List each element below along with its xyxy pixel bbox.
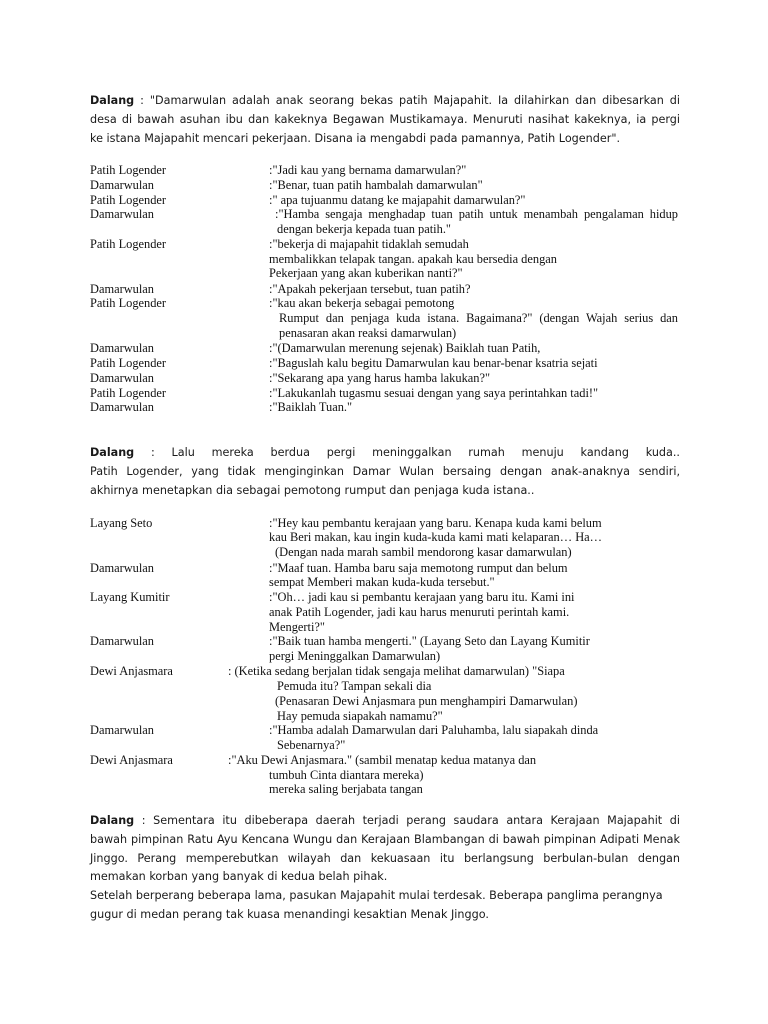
narration-speaker: Dalang: [90, 446, 135, 459]
narration-line: [90, 831, 680, 850]
dialogue-text: Rumput dan penjaga kuda istana. Bagaimana?" (dengan Wajah serius dan: [279, 311, 678, 325]
speaker-name: Patih Logender: [90, 163, 167, 177]
dialogue-line: [0, 575, 768, 590]
speaker-name: Layang Seto: [90, 516, 153, 530]
narration-line: [90, 92, 680, 111]
dialogue-line: [0, 620, 768, 635]
dialogue-line: [0, 590, 768, 605]
dialogue-line: [0, 664, 768, 679]
speaker-name: Patih Logender: [90, 237, 167, 251]
dialogue-text: :"Maaf tuan. Hamba baru saja memotong rumput dan belum: [269, 561, 568, 575]
narration-text: Setelah berperang beberapa lama, pasukan Majapahit mulai terdesak. Beberapa panglima perangnya: [90, 889, 663, 903]
dialogue-line: [0, 311, 768, 326]
dialogue-text: :"Sekarang apa yang harus hamba lakukan?": [269, 371, 491, 385]
narration-dalang-kandang-kuda: [90, 444, 680, 500]
narration-text: Sementara itu dibeberapa daerah terjadi perang saudara antara Kerajaan Majapahit di: [153, 814, 680, 827]
narration-separator: :: [134, 446, 172, 459]
narration-line: [90, 868, 680, 887]
dialogue-text: :"Hey kau pembantu kerajaan yang baru. Kenapa kuda kami belum: [269, 516, 602, 530]
dialogue-text: :"Aku Dewi Anjasmara." (sambil menatap kedua matanya dan: [228, 753, 537, 767]
dialogue-text: Hay pemuda siapakah namamu?": [277, 709, 443, 723]
narration-separator: :: [134, 94, 150, 107]
dialogue-line: [0, 605, 768, 620]
narration-line: [90, 111, 680, 130]
dialogue-line: [0, 709, 768, 724]
dialogue-line: [0, 679, 768, 694]
narration-text: bawah pimpinan Ratu Ayu Kencana Wungu dan Kerajaan Blambangan di bawah pimpinan Adipati Menak: [90, 832, 680, 846]
dialogue-line: [0, 193, 768, 208]
narration-text: Jinggo. Perang memperebutkan wilayah dan kekuasaan itu berlangsung berbulan-bulan dengan: [90, 851, 680, 865]
dialogue-line: [0, 326, 768, 341]
dialogue-text: :"Hamba adalah Damarwulan dari Paluhamba, lalu siapakah dinda: [269, 723, 599, 737]
speaker-name: Dewi Anjasmara: [90, 664, 173, 678]
speaker-name: Damarwulan: [90, 634, 154, 648]
dialogue-text: :" apa tujuanmu datang ke majapahit damarwulan?": [269, 193, 526, 207]
dialogue-line: [0, 296, 768, 311]
speaker-name: Damarwulan: [90, 282, 154, 296]
speaker-name: Layang Kumitir: [90, 590, 170, 604]
dialogue-line: [0, 530, 768, 545]
narration-separator: :: [134, 814, 154, 827]
dialogue-line: [0, 400, 768, 415]
dialogue-line: [0, 356, 768, 371]
dialogue-text: Pemuda itu? Tampan sekali dia: [277, 679, 432, 693]
dialogue-line: [0, 341, 768, 356]
dialogue-line: [0, 222, 768, 237]
dialogue-text: penasaran akan reaksi damarwulan): [279, 326, 457, 340]
dialogue-line: [0, 768, 768, 783]
dialogue-text: dengan bekerja kepada tuan patih.": [277, 222, 451, 236]
dialogue-line: [0, 694, 768, 709]
dialogue-line: [0, 237, 768, 252]
dialogue-text: mereka saling berjabata tangan: [269, 782, 423, 796]
dialogue-line: [0, 753, 768, 768]
speaker-name: Damarwulan: [90, 341, 154, 355]
dialogue-text: :"Lakukanlah tugasmu sesuai dengan yang saya perintahkan tadi!": [269, 386, 599, 400]
dialogue-text: :"Baiklah Tuan.": [269, 400, 353, 414]
dialogue-line: [0, 561, 768, 576]
narration-text: ke istana Majapahit mencari pekerjaan. Disana ia mengabdi pada pamannya, Patih Logender".: [90, 131, 621, 145]
dialogue-line: [0, 545, 768, 560]
narration-line: [90, 482, 680, 501]
narration-line: [90, 906, 680, 925]
narration-text: gugur di medan perang tak kuasa menandingi kesaktian Menak Jinggo.: [90, 907, 489, 921]
dialogue-text: membalikkan telapak tangan. apakah kau bersedia dengan: [269, 252, 557, 266]
dialogue-text: (Dengan nada marah sambil mendorong kasar damarwulan): [275, 545, 572, 559]
narration-text: akhirnya menetapkan dia sebagai pemotong rumput dan penjaga kuda istana..: [90, 483, 535, 497]
narration-line: [90, 812, 680, 831]
speaker-name: Damarwulan: [90, 371, 154, 385]
dialogue-line: [0, 634, 768, 649]
dialogue-line: [0, 386, 768, 401]
speaker-name: Patih Logender: [90, 356, 167, 370]
dialogue-text: :"bekerja di majapahit tidaklah semudah: [269, 237, 469, 251]
dialogue-text: :"Baguslah kalu begitu Damarwulan kau benar-benar ksatria sejati: [269, 356, 598, 370]
narration-speaker: Dalang: [90, 814, 135, 827]
narration-text: desa di bawah asuhan ibu dan kakeknya Begawan Mustikamaya. Menuruti nasihat kakeknya, ia pergi: [90, 112, 680, 126]
dialogue-text: :"Baik tuan hamba mengerti." (Layang Seto dan Layang Kumitir: [269, 634, 590, 648]
dialogue-text: Pekerjaan yang akan kuberikan nanti?": [269, 266, 463, 280]
narration-line: [90, 130, 680, 149]
dialogue-line: [0, 163, 768, 178]
speaker-name: Damarwulan: [90, 400, 154, 414]
speaker-name: Damarwulan: [90, 561, 154, 575]
dialogue-line: [0, 252, 768, 267]
speaker-name: Damarwulan: [90, 723, 154, 737]
dialogue-line: [0, 723, 768, 738]
dialogue-line: [0, 782, 768, 797]
narration-line: [90, 463, 680, 482]
dialogue-line: [0, 516, 768, 531]
dialogue-text: tumbuh Cinta diantara mereka): [269, 768, 424, 782]
narration-line: [90, 444, 680, 463]
dialogue-text: anak Patih Logender, jadi kau harus menuruti perintah kami.: [269, 605, 570, 619]
dialogue-text: :"Oh… jadi kau si pembantu kerajaan yang baru itu. Kami ini: [269, 590, 575, 604]
dialogue-line: [0, 178, 768, 193]
narration-line: [90, 887, 680, 906]
dialogue-text: sempat Memberi makan kuda-kuda tersebut.": [269, 575, 495, 589]
dialogue-text: : (Ketika sedang berjalan tidak sengaja melihat damarwulan) "Siapa: [228, 664, 565, 678]
narration-text: Lalu mereka berdua pergi meninggalkan rumah menuju kandang kuda..: [171, 446, 680, 459]
dialogue-line: [0, 371, 768, 386]
narration-text: "Damarwulan adalah anak seorang bekas patih Majapahit. Ia dilahirkan dan dibesarkan di: [149, 94, 680, 107]
dialogue-line: [0, 207, 768, 222]
narration-line: [90, 850, 680, 869]
dialogue-line: [0, 266, 768, 281]
narration-dalang-perang: [90, 812, 680, 925]
speaker-name: Dewi Anjasmara: [90, 753, 173, 767]
dialogue-text: :"Benar, tuan patih hambalah damarwulan": [269, 178, 483, 192]
dialogue-text: kau Beri makan, kau ingin kuda-kuda kami mati kelaparan… Ha…: [269, 530, 603, 544]
dialogue-text: :"Jadi kau yang bernama damarwulan?": [269, 163, 467, 177]
speaker-name: Patih Logender: [90, 193, 167, 207]
dialogue-text: :"kau akan bekerja sebagai pemotong: [269, 296, 455, 310]
dialogue-line: [0, 282, 768, 297]
dialogue-text: :"Hamba sengaja menghadap tuan patih untuk menambah pengalaman hidup: [275, 207, 678, 221]
dialogue-text: pergi Meninggalkan Damarwulan): [269, 649, 441, 663]
narration-dalang-opening: [90, 92, 680, 148]
dialogue-text: Sebenarnya?": [277, 738, 346, 752]
dialogue-line: [0, 738, 768, 753]
dialogue-text: (Penasaran Dewi Anjasmara pun menghampiri Damarwulan): [275, 694, 578, 708]
speaker-name: Damarwulan: [90, 178, 154, 192]
dialogue-text: :"(Damarwulan merenung sejenak) Baiklah tuan Patih,: [269, 341, 541, 355]
speaker-name: Patih Logender: [90, 386, 167, 400]
speaker-name: Damarwulan: [90, 207, 154, 221]
dialogue-text: Mengerti?": [269, 620, 325, 634]
narration-text: Patih Logender, yang tidak menginginkan Damar Wulan bersaing dengan anak-anaknya sendiri,: [90, 464, 680, 478]
speaker-name: Patih Logender: [90, 296, 167, 310]
dialogue-text: :"Apakah pekerjaan tersebut, tuan patih?: [269, 282, 471, 296]
narration-text: memakan korban yang banyak di kedua belah pihak.: [90, 870, 388, 884]
dialogue-line: [0, 649, 768, 664]
narration-speaker: Dalang: [90, 94, 135, 107]
